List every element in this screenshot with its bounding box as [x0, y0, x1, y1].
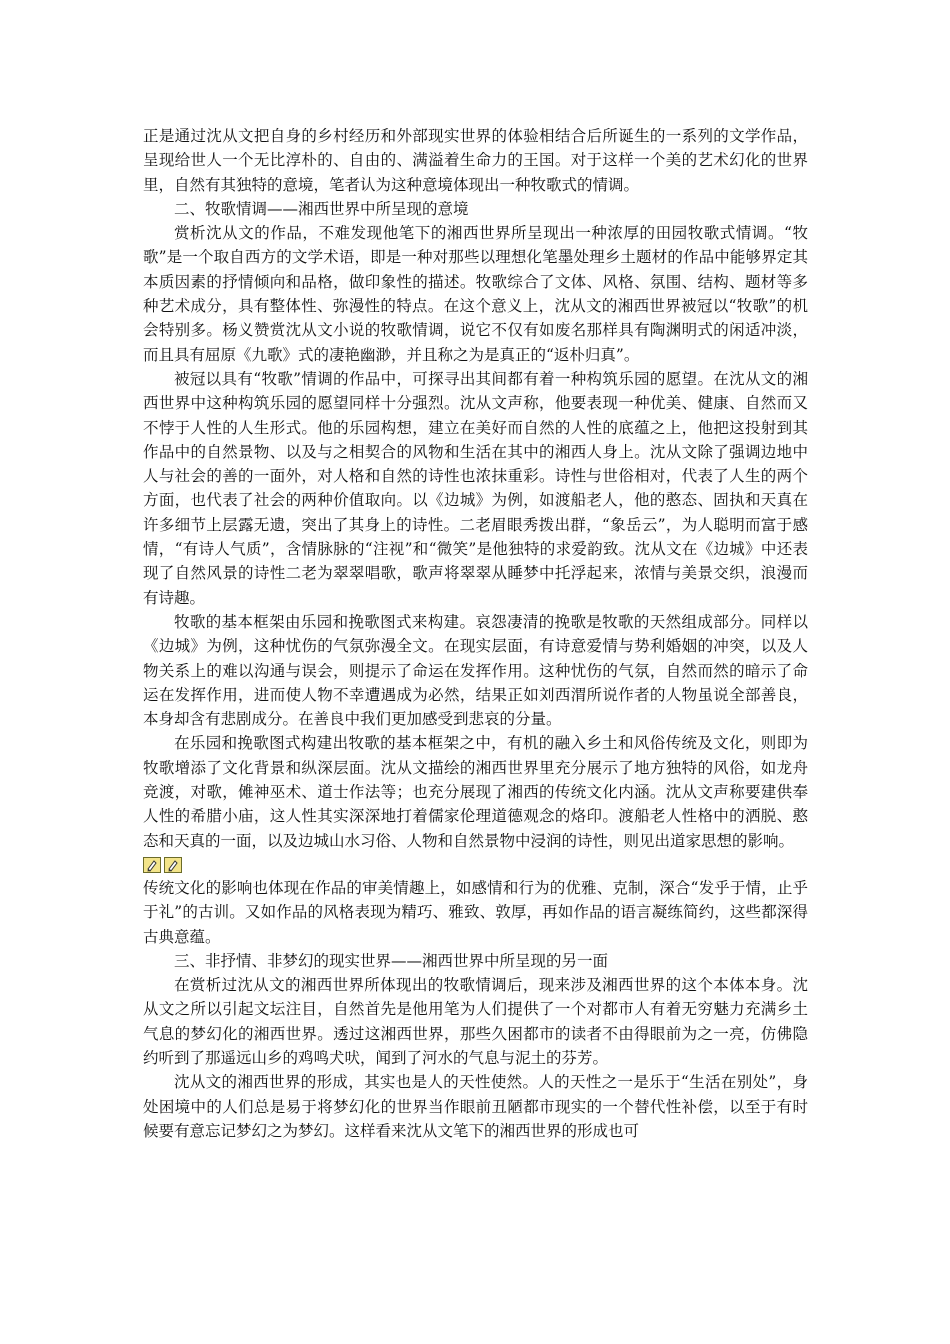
- paragraph-paradise: 被冠以具有“牧歌”情调的作品中，可探寻出其间都有着一种构筑乐园的愿望。在沈从文的湘西世界中这种构筑乐园的愿望同样十分强烈。沈从文声称，他要表现一种优美、健康、自然而又不悖于人性的人生形式。他的乐园构想，建立在美好而自然的人性的底蕴之上，他把这投射到其作品中的自然景物、以及与之相契合的风物和生活在其中的湘西人身上。沈从文除了强调边地中人与社会的善的一面外，对人格和自然的诗性也浓抹重彩。诗性与世俗相对，代表了人生的两个方面，也代表了社会的两种价值取向。以《边城》为例，如渡船老人，他的憨态、固执和天真在许多细节上层露无遗，突出了其身上的诗性。二老眉眼秀拨出群，“象岳云”，为人聪明而富于感情，“有诗人气质”，含情脉脉的“注视”和“微笑”是他独特的求爱韵致。沈从文在《边城》中还表现了自然风景的诗性二老为翠翠唱歌，歌声将翠翠从睡梦中托浮起来，浓情与美景交织，浪漫而有诗趣。: [143, 369, 808, 607]
- paragraph-intro: 正是通过沈从文把自身的乡村经历和外部现实世界的体验相结合后所诞生的一系列的文学作品，呈现给世人一个无比淳朴的、自由的、满溢着生命力的王国。对于这样一个美的艺术幻化的世界里，自然有其独特的意境，笔者认为这种意境体现出一种牧歌式的情调。: [143, 127, 808, 194]
- document-body: [143, 124, 808, 1143]
- paragraph-pastoral: 赏析沈从文的作品，不难发现他笔下的湘西世界所呈现出一种浓厚的田园牧歌式情调。“牧歌”是一个取自西方的文学术语，即是一种对那些以理想化笔墨处理乡土题材的作品中能够界定其本质因素的抒情倾向和品格，做印象性的描述。牧歌综合了文体、风格、氛围、结构、题材等多种艺术成分，具有整体性、弥漫性的特点。在这个意义上，沈从文的湘西世界被冠以“牧歌”的机会特别多。杨义赞赏沈从文小说的牧歌情调，说它不仅有如废名那样具有陶渊明式的闲适冲淡，而且具有屈原《九歌》式的凄艳幽渺，并且称之为是真正的“返朴归真”。: [143, 224, 808, 364]
- paragraph-culture: 在乐园和挽歌图式构建出牧歌的基本框架之中，有机的融入乡土和风俗传统及文化，则即为牧歌增添了文化背景和纵深层面。沈从文描绘的湘西世界里充分展示了地方独特的风俗，如龙舟竞渡，对歌，傩神巫术、道士作法等；也充分展现了湘西的传统文化内涵。沈从文声称要建供奉人性的希腊小庙，这人性其实深深地打着儒家伦理道德观念的烙印。渡船老人性格中的洒脱、憨态和天真的一面，以及边城山水习俗、人物和自然景物中浸润的诗性，则见出道家思想的影响。: [143, 734, 808, 850]
- paragraph-reality: 在赏析过沈从文的湘西世界所体现出的牧歌情调后，现来涉及湘西世界的这个本体本身。沈从文之所以引起文坛注目，自然首先是他用笔为人们提供了一个对都市人有着无穷魅力充满乡土气息的梦幻化的湘西世界。透过这湘西世界，那些久困都市的读者不由得眼前为之一亮，仿佛隐约听到了那遥远山乡的鸡鸣犬吠，闻到了河水的气息与泥土的芬芳。: [143, 976, 808, 1067]
- section-heading-2: 二、牧歌情调——湘西世界中所呈现的意境: [174, 199, 469, 218]
- section-heading-3: 三、非抒情、非梦幻的现实世界——湘西世界中所呈现的另一面: [174, 951, 609, 970]
- paragraph-aesthetic: 传统文化的影响也体现在作品的审美情趣上，如感情和行为的优雅、克制，深合“发乎于情，止乎于礼”的古训。又如作品的风格表现为精巧、雅致、敦厚，再如作品的语言凝练简约，这些都深得古典意蕴。: [143, 878, 808, 946]
- paragraph-elegy: 牧歌的基本框架由乐园和挽歌图式来构建。哀怨凄清的挽歌是牧歌的天然组成部分。同样以《边城》为例，这种忧伤的气氛弥漫全文。在现实层面，有诗意爱情与势利婚姻的冲突，以及人物关系上的难以沟通与误会，则提示了命运在发挥作用。这种忧伤的气氛，自然而然的暗示了命运在发挥作用，进而使人物不幸遭遇成为必然，结果正如刘西渭所说作者的人物虽说全部善良，本身却含有悲剧成分。在善良中我们更加感受到悲哀的分量。: [143, 612, 808, 729]
- pencil-icon[interactable]: [143, 857, 161, 873]
- pencil-icon[interactable]: [164, 857, 182, 873]
- annotation-icons: [143, 854, 808, 876]
- paragraph-nature: 沈从文的湘西世界的形成，其实也是人的天性使然。人的天性之一是乐于“生活在别处”，身处困境中的人们总是易于将梦幻化的世界当作眼前丑陋都市现实的一个替代性补偿，以至于有时候要有意忘记梦幻之为梦幻。这样看来沈从文笔下的湘西世界的形成也可: [143, 1073, 808, 1140]
